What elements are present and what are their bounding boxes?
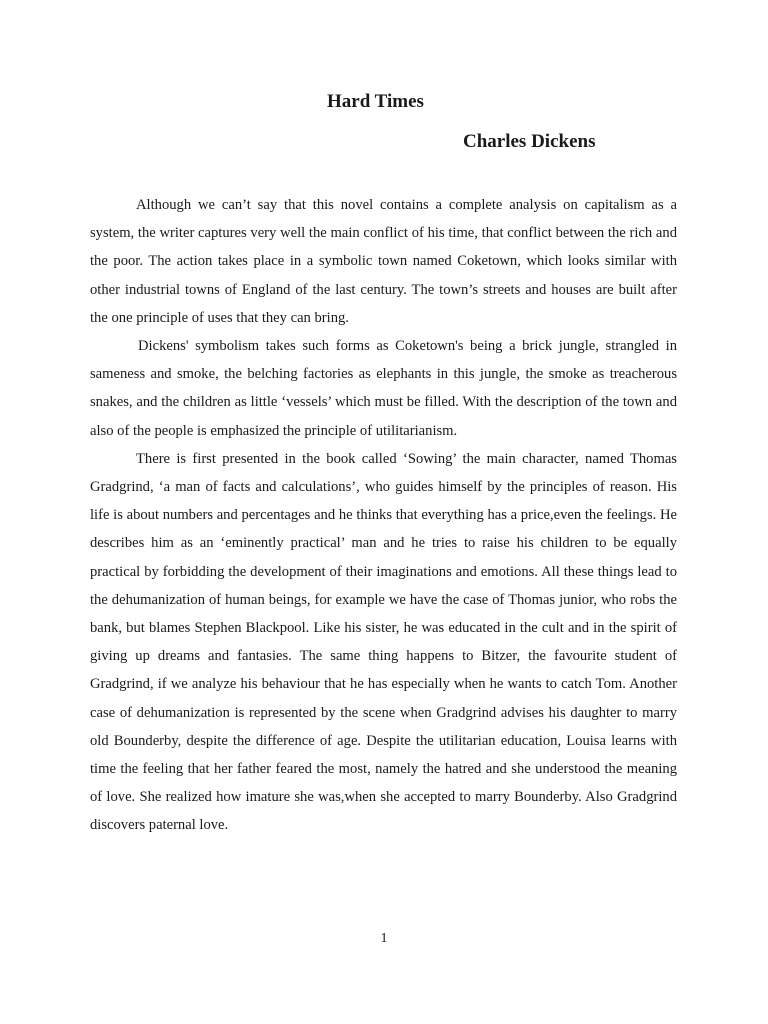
document-body (90, 191, 677, 840)
page-number: 1 (380, 931, 388, 946)
document-title: Hard Times (327, 91, 424, 112)
paragraph-3: There is first presented in the book called ‘Sowing’ the main character, named Thomas Gradgrind, ‘a man of facts and calculations’, who guides himself by the principles of reason. His life is about numbers and percentages and he thinks that everything has a price,even the feelings. He describes him as an ‘eminently practical’ man and he tries to raise his children to be equally practical by forbidding the development of their imaginations and emotions. All these things lead to the dehumanization of human beings, for example we have the case of Thomas junior, who robs the bank, but blames Stephen Blackpool. Like his sister, he was educated in the cult and in the spirit of giving up dreams and fantasies. The same thing happens to Bitzer, the favourite student of Gradgrind, if we analyze his behaviour that he has especially when he wants to catch Tom. Another case of dehumanization is represented by the scene when Gradgrind advises his daughter to marry old Bounderby, despite the difference of age. Despite the utilitarian education, Louisa learns with time the feeling that her father feared the most, namely the hatred and she understood the meaning of love. She realized how imature she was,when she accepted to marry Bounderby. Also Gradgrind discovers paternal love. (90, 450, 677, 834)
paragraph-2: Dickens' symbolism takes such forms as Coketown's being a brick jungle, strangled in sameness and smoke, the belching factories as elephants in this jungle, the smoke as treacherous snakes, and the children as little ‘vessels’ which must be filled. With the description of the town and also of the people is emphasized the principle of utilitarianism. (90, 338, 677, 439)
paragraph-1: Although we can’t say that this novel contains a complete analysis on capitalism as a system, the writer captures very well the main conflict of his time, that conflict between the rich and the poor. The action takes place in a symbolic town named Coketown, which looks similar with other industrial towns of England of the last century. The town’s streets and houses are built after the one principle of uses that they can bring. (90, 197, 677, 326)
document-author: Charles Dickens (463, 131, 596, 152)
